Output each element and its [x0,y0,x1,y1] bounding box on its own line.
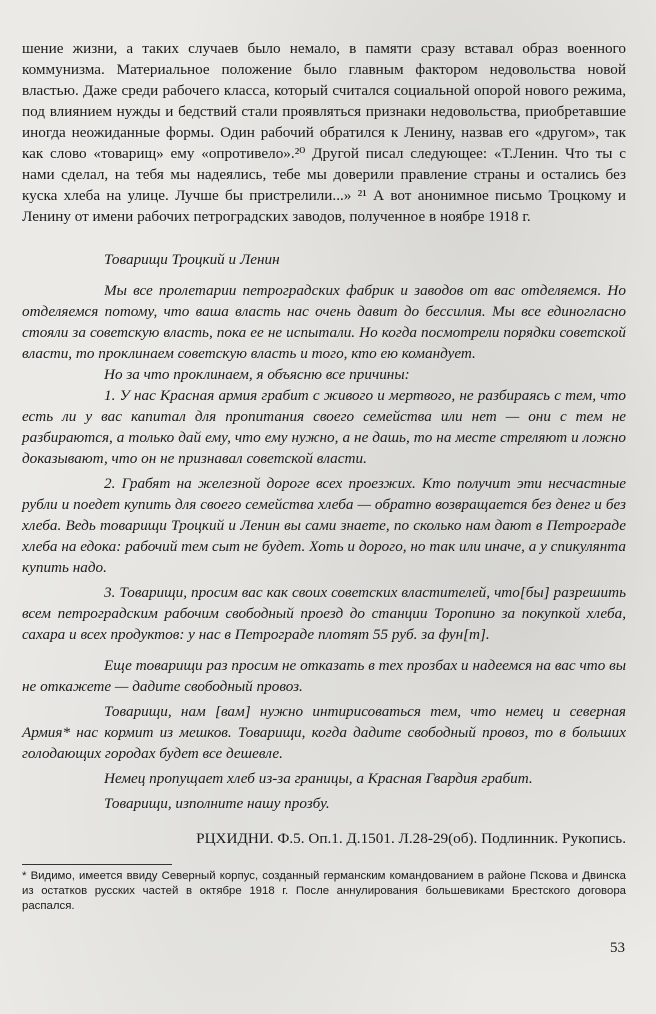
footnote: * Видимо, имеется ввиду Северный корпус, созданный германским командованием в районе Пскова и Двинска из остатков русских частей в октябре 1918 г. После аннулирования большевиками Брестского договора распался. [22,870,626,913]
letter-paragraph-6: Товарищи, изполните нашу прозбу. [104,795,330,812]
letter-paragraph-2: Но за что проклинаем, я объясню все причины: [104,366,410,383]
intro-paragraph: шение жизни, а таких случаев было немало, в памяти сразу вставал образ военного коммунизма. Материальное положение было главным фактором недовольства новой властью. Даже среди рабочего класса, который считался социальной опорой нового режима, под влиянием нужды и бедствий стали проявляться признаки недовольства, приобретавшие иногда неожиданные формы. Один рабочий обратился к Ленину, назвав его «другом», так как слово «товарищ» ему «опротивело».²⁰ Другой писал следующее: «Т.Ленин. Что ты с нами сделал, на тебя мы надеялись, тебе мы доверили правление страны и остались без куска хлеба на улице. Лучше бы пристрелили...» ²¹ А вот анонимное письмо Троцкому и Ленину от имени рабочих петроградских заводов, полученное в ноябре 1918 г. [22,40,626,225]
archival-source-citation: РЦХИДНИ. Ф.5. Оп.1. Д.1501. Л.28-29(об). Подлинник. Рукопись. [196,830,626,847]
letter-paragraph-1: Мы все пролетарии петроградских фабрик и заводов от вас отделяемся. Но отделяемся потому, что ваша власть нас очень давит до бессилия. Мы все единогласно стояли за советскую власть, пока ее не испытали. Но когда посмотрели порядки советской власти, то проклинаем советскую власть и того, кто ею командует. [22,282,626,362]
letter-paragraph-5: Немец пропущает хлеб из-за границы, а Красная Гвардия грабит. [104,770,533,787]
footnote-divider [22,864,172,865]
quoted-letter [22,249,626,814]
letter-paragraph-3: Еще товарищи раз просим не отказать в тех прозбах и надеемся на вас что вы не откажете — дадите свободный провоз. [22,657,626,695]
letter-item-1: 1. У нас Красная армия грабит с живого и мертвого, не разбираясь с тем, что есть ли у вас капитал для пропитания своего семейства или нет — они с тем не разбираются, а только дай ему, что ему нужно, а не дашь, то на месте стреляют и ложно доказывают, что он не признавал советской власти. [22,387,626,467]
letter-item-2: 2. Грабят на железной дороге всех проезжих. Кто получит эти несчастные рубли и поедет купить для своего семейства хлеба — обратно возвращается без денег и без хлеба. Ведь товарищи Троцкий и Ленин вы сами знаете, по сколько нам дают в Петрограде хлеба на едока: рабочий тем сыт не будет. Хоть и дорого, но так или иначе, а у спикулянта купить надо. [22,475,626,576]
letter-paragraph-4: Товарищи, нам [вам] нужно интирисоваться тем, что немец и северная Армия* нас кормит из мешков. Товарищи, когда дадите свободный провоз, то в больших голодающих городах будет все дешевле. [22,703,626,762]
page-number: 53 [610,940,625,956]
letter-salutation: Товарищи Троцкий и Ленин [104,251,280,268]
page-content [22,38,626,914]
letter-item-3: 3. Товарищи, просим вас как своих советских властителей, что[бы] разрешить всем петроградским рабочим свободный проезд до станции Торопино за покупкой хлеба, сахара и всех продуктов: у нас в Петрограде плотят 55 руб. за фун[т]. [22,584,626,643]
